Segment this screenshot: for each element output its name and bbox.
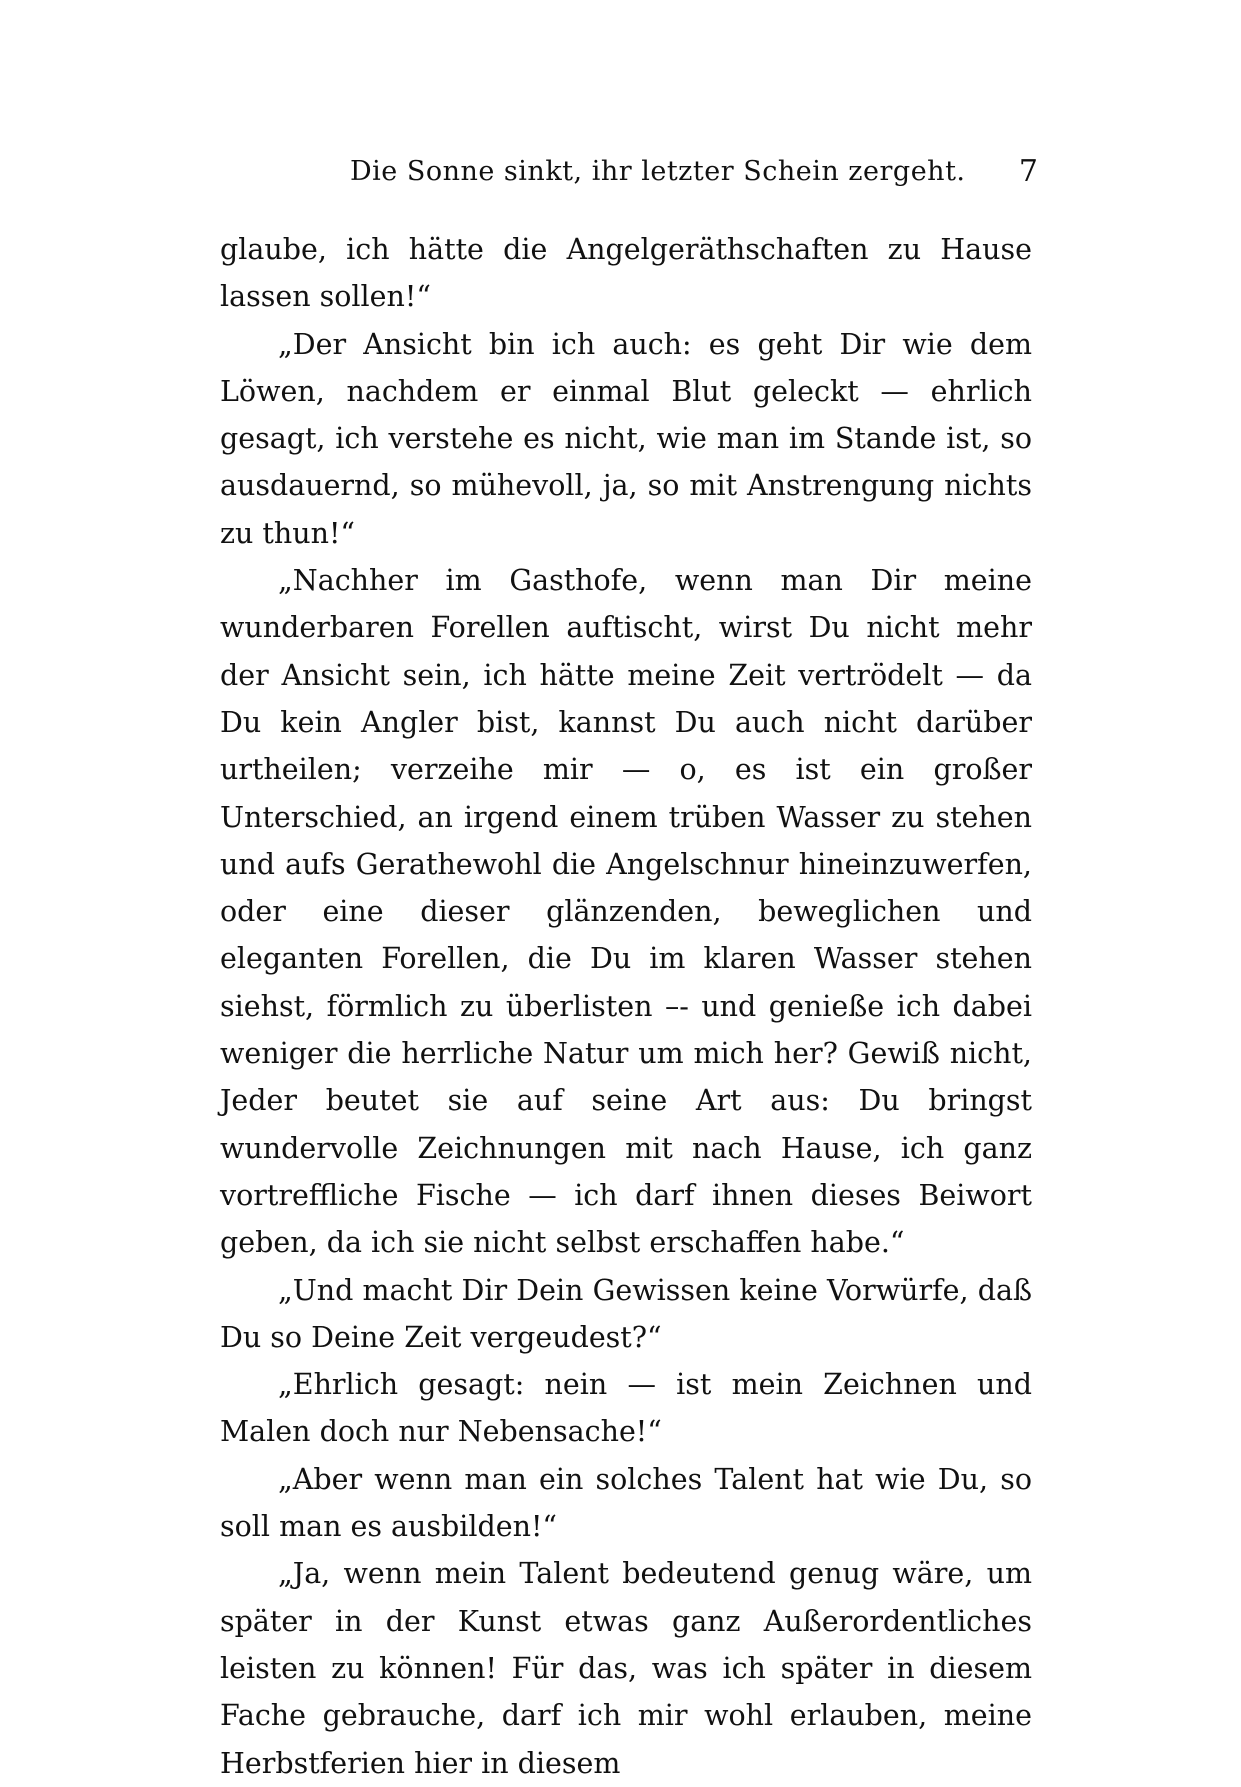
paragraph: „Ehrlich gesagt: nein — ist mein Zeichnen und Malen doch nur Nebensache!“ [220,1368,1032,1449]
paragraph: „Der Ansicht bin ich auch: es geht Dir wie dem Löwen, nachdem er einmal Blut geleckt — ehrlich gesagt, ich verstehe es nicht, wie man im Stande ist, so ausdauernd, so mühevoll, ja, so mit Anstrengung nichts zu thun!“ [220,327,1032,550]
paragraph: „Ja, wenn mein Talent bedeutend genug wäre, um später in der Kunst etwas ganz Außerordentliches leisten zu können! Für das, was ich später in diesem Fache gebrauche, darf ich mir wohl erlauben, meine Herbstferien hier in diesem [220,1557,1032,1780]
paragraph: „Aber wenn man ein solches Talent hat wie Du, so soll man es ausbilden!“ [220,1462,1032,1544]
running-title: Die Sonne sinkt, ihr letzter Schein zergeht. [350,156,966,187]
page-number: 7 [1018,154,1038,189]
running-header [220,152,1040,192]
paragraph: „Nachher im Gasthofe, wenn man Dir meine wunderbaren Forellen auftischt, wirst Du nicht mehr der Ansicht sein, ich hätte meine Zeit vertrödelt — da Du kein Angler bist, kannst Du auch nicht darüber urtheilen; verzeihe mir — o, es ist ein großer Unterschied, an irgend einem trüben Wasser zu stehen und aufs Gerathewohl die Angelschnur hineinzuwerfen, oder eine dieser glänzenden, beweglichen und eleganten Forellen, die Du im klaren Wasser stehen siehst, förmlich zu überlisten –- und genieße ich dabei weniger die herrliche Natur um mich her? Gewiß nicht, Jeder beutet sie auf seine Art aus: Du bringst wundervolle Zeichnungen mit nach Hause, ich ganz vortreffliche Fische — ich darf ihnen dieses Beiwort geben, da ich sie nicht selbst erschaffen habe.“ [220,564,1032,1260]
paragraph: „Und macht Dir Dein Gewissen keine Vorwürfe, daß Du so Deine Zeit vergeudest?“ [220,1273,1032,1354]
paragraph-continued: glaube, ich hätte die Angelgeräthschaften zu Hause lassen sollen!“ [220,233,1032,314]
body-text [220,226,1032,1787]
